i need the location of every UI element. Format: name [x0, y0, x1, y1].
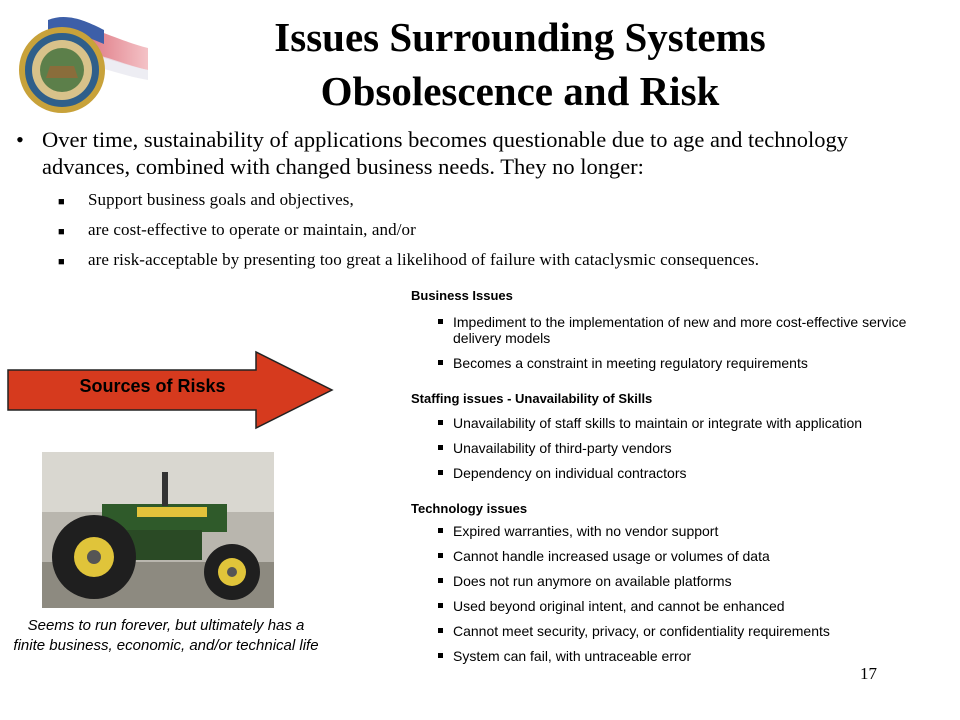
square-bullet-icon: ■	[58, 226, 65, 238]
tractor-image	[42, 452, 274, 608]
square-bullet-icon	[411, 573, 453, 589]
tractor-caption: Seems to run forever, but ultimately has a finite business, economic, and/or technical life	[13, 617, 319, 654]
square-bullet-icon	[411, 598, 453, 614]
list-item	[411, 440, 951, 456]
list-item-text: Used beyond original intent, and cannot be enhanced	[453, 598, 785, 614]
square-bullet-icon: ■	[58, 196, 65, 208]
bullet-dot: •	[16, 127, 24, 152]
risk-section-business	[411, 286, 951, 371]
list-item	[411, 465, 951, 481]
list-item	[411, 648, 951, 664]
sub-bullet-text: are cost-effective to operate or maintain, and/or	[88, 220, 416, 239]
risk-sources-list	[411, 286, 951, 678]
square-bullet-icon	[411, 523, 453, 539]
list-item	[411, 523, 951, 539]
square-bullet-icon	[411, 440, 453, 456]
sub-bullet-item	[58, 250, 948, 280]
risk-section-staffing	[411, 389, 951, 481]
page-number: 17	[860, 664, 877, 683]
list-item-text: System can fail, with untraceable error	[453, 648, 692, 664]
main-bullet-text: Over time, sustainability of applications becomes questionable due to age and technology advances, combined with changed business needs. They no longer:	[42, 127, 849, 179]
sub-bullet-item	[58, 220, 948, 250]
title-line-1: Issues Surrounding Systems	[274, 14, 766, 60]
section-heading: Staffing issues - Unavailability of Skills	[411, 391, 653, 406]
square-bullet-icon	[411, 465, 453, 481]
main-bullet	[16, 126, 941, 180]
state-seal-flag-logo	[8, 8, 158, 118]
arrow-label: Sources of Risks	[79, 376, 226, 396]
risk-section-technology	[411, 499, 951, 664]
list-item-text: Dependency on individual contractors	[453, 465, 687, 481]
list-item	[411, 623, 951, 639]
list-item	[411, 548, 951, 564]
square-bullet-icon	[411, 314, 453, 330]
square-bullet-icon: ■	[58, 256, 65, 268]
square-bullet-icon	[411, 648, 453, 664]
square-bullet-icon	[411, 415, 453, 431]
list-item-text: Expired warranties, with no vendor support	[453, 523, 719, 539]
sub-bullet-text: are risk-acceptable by presenting too great a likelihood of failure with cataclysmic consequences.	[88, 250, 760, 269]
slide-title	[170, 10, 870, 118]
sub-bullet-text: Support business goals and objectives,	[88, 190, 354, 209]
square-bullet-icon	[411, 623, 453, 639]
list-item-text: Cannot handle increased usage or volumes of data	[453, 548, 770, 564]
list-item	[411, 355, 951, 371]
list-item	[411, 573, 951, 589]
list-item	[411, 314, 951, 346]
sub-bullet-item	[58, 190, 948, 220]
section-heading: Business Issues	[411, 288, 513, 303]
list-item-text: Unavailability of staff skills to maintain or integrate with application	[453, 415, 863, 431]
list-item-text: Becomes a constraint in meeting regulatory requirements	[453, 355, 808, 371]
list-item-text: Does not run anymore on available platforms	[453, 573, 732, 589]
list-item-text: Cannot meet security, privacy, or confidentiality requirements	[453, 623, 830, 639]
section-heading: Technology issues	[411, 501, 528, 516]
title-line-2: Obsolescence and Risk	[320, 68, 720, 114]
list-item-text: Unavailability of third-party vendors	[453, 440, 672, 456]
list-item-text: Impediment to the implementation of new and more cost-effective service delivery models	[453, 314, 907, 346]
square-bullet-icon	[411, 548, 453, 564]
list-item	[411, 598, 951, 614]
sub-bullet-list	[58, 190, 948, 280]
square-bullet-icon	[411, 355, 453, 371]
list-item	[411, 415, 951, 431]
